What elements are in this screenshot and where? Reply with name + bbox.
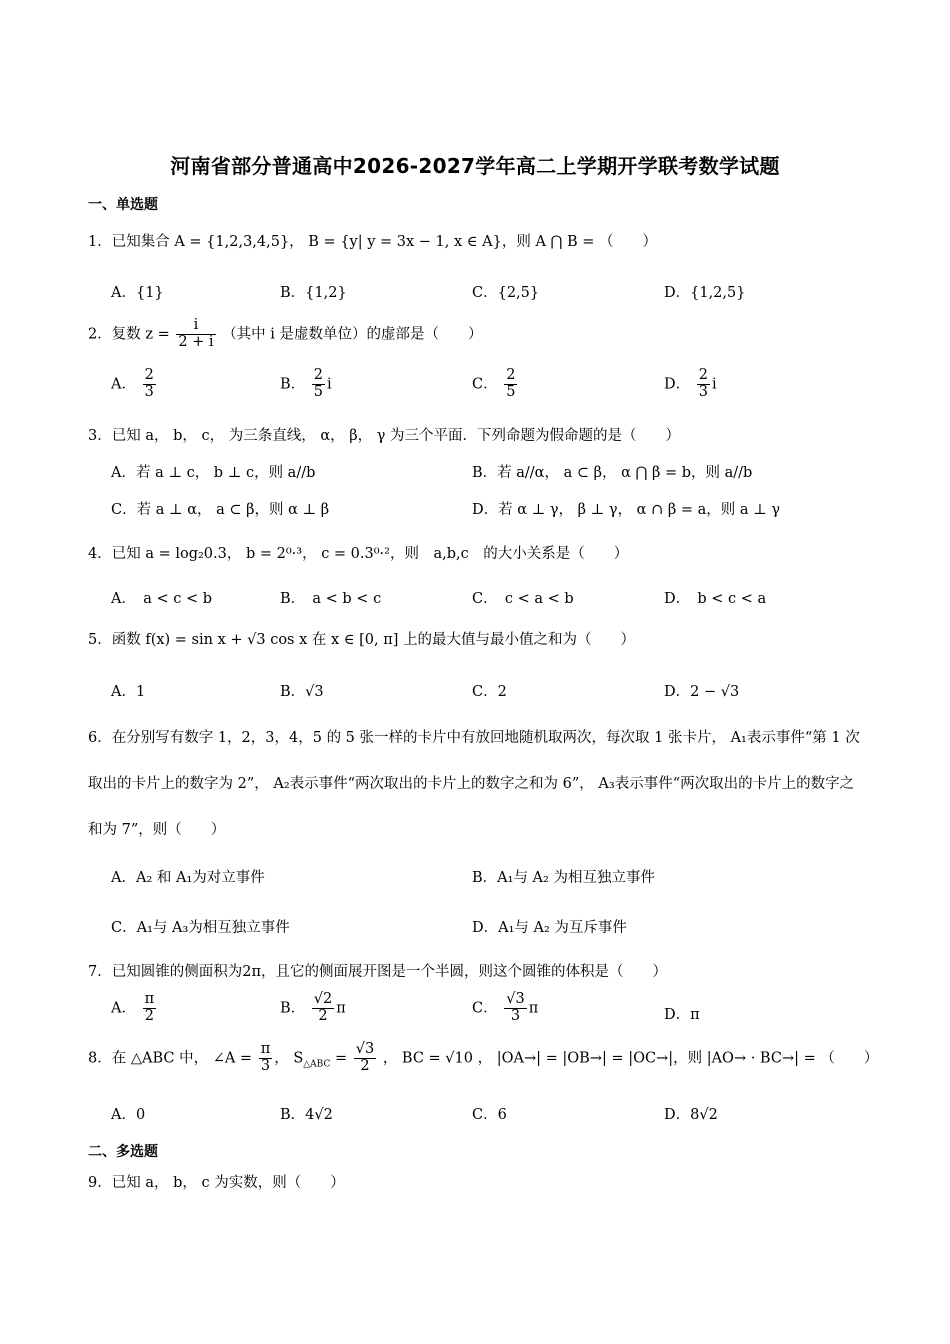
q7-a-fraction [143,992,157,1025]
q8-suffix: ， BC = √10 ， |OA→| = |OB→| = |OC→|，则 |AO→ · BC→| = （ ） [382,1050,879,1067]
q4-option-d: D． b < c < a [664,591,767,607]
q8-option-d: D．8√2 [664,1107,718,1123]
question-6: 6．在分别写有数字 1，2，3，4，5 的 5 张一样的卡片中有放回地随机取两次，每次取 1 张卡片， A₁表示事件“第 1 次取出的卡片上的数字为 2”， A₂表示事件“两次取出的卡片上的数字之和为 6”， A₃表示事件“两次取出的卡片上的数字之和为 7”，则（ ） [88,730,860,838]
q8-mid: ， S [274,1050,304,1067]
q8-option-b: B．4√2 [280,1107,333,1123]
q7-b-suffix: π [336,1000,346,1017]
q2-a-fraction [143,368,156,401]
q5-option-a: A．1 [111,684,146,700]
q3-option-d: D．若 α ⊥ γ， β ⊥ γ， α ∩ β = a，则 a ⊥ γ [472,502,780,518]
q2-b-label: B． [280,376,306,393]
q5-option-b: B．√3 [280,684,324,700]
question-2 [88,318,483,351]
q7-c-suffix: π [528,1000,539,1017]
q7-option-b [280,992,346,1025]
question-1: 1．已知集合 A = {1,2,3,4,5}， B = {y| y = 3x − 1, x ∈ A}，则 A ⋂ B = （ ） [88,234,658,250]
q2-a-den: 3 [144,383,154,400]
question-5: 5．函数 f(x) = sin x + √3 cos x 在 x ∈ [0, π] 上的最大值与最小值之和为（ ） [88,632,636,648]
q6-option-b: B．A₁与 A₂ 为相互独立事件 [472,870,655,886]
q7-b-den: 2 [318,1007,328,1024]
page-title: 河南省部分普通高中2026-2027学年高二上学期开学联考数学试题 [170,154,780,178]
q8-area-den: 2 [360,1057,370,1074]
question-3: 3．已知 a， b， c， 为三条直线， α， β， γ 为三个平面．下列命题为假命题的是（ ） [88,428,680,444]
q2-a-num: 2 [144,367,154,383]
q8-area-fraction [354,1042,376,1075]
question-7: 7．已知圆锥的侧面积为2π，且它的侧面展开图是一个半圆，则这个圆锥的体积是（ ） [88,964,667,980]
q7-b-num: √2 [313,991,333,1007]
question-4: 4．已知 a = log₂0.3， b = 2⁰·³， c = 0.3⁰·²，则 a,b,c 的大小关系是（ ） [88,546,629,562]
q2-fraction [176,318,215,351]
section-multi-choice: 二、多选题 [88,1144,158,1160]
q8-option-c: C．6 [472,1107,507,1123]
q3-option-c: C．若 a ⊥ α， a ⊂ β，则 α ⊥ β [111,502,330,518]
q2-option-d [664,368,717,401]
q7-option-d: D．π [664,1007,700,1023]
q3-option-a: A．若 a ⊥ c， b ⊥ c，则 a//b [111,465,316,481]
q5-option-c: C．2 [472,684,507,700]
q2-c-num: 2 [506,367,516,383]
q7-a-num: π [144,991,155,1007]
q7-a-label: A． [111,1000,136,1017]
q8-subscript: △ABC [303,1059,331,1070]
q2-c-den: 5 [506,383,516,400]
q2-b-den: 5 [313,383,323,400]
question-9: 9．已知 a， b， c 为实数，则（ ） [88,1175,345,1191]
q8-option-a: A．0 [111,1107,146,1123]
q2-d-num: 2 [698,367,708,383]
q5-option-d: D．2 − √3 [664,684,740,700]
q2-suffix: （其中 i 是虚数单位）的虚部是（ ） [222,326,483,343]
q6-option-c: C．A₁与 A₃为相互独立事件 [111,920,290,936]
q8-angle-fraction [259,1042,273,1075]
q2-numerator: i [176,318,215,335]
q7-b-label: B． [280,1000,306,1017]
q1-option-b: B．{1,2} [280,285,347,301]
q7-option-c [472,992,538,1025]
q1-option-a: A．{1} [111,285,164,301]
q2-b-fraction [312,368,325,401]
q2-d-suffix: i [711,376,717,393]
q3-option-b: B．若 a//α， a ⊂ β， α ⋂ β = b，则 a//b [472,465,753,481]
q2-c-fraction [504,368,517,401]
q8-prefix: 8．在 △ABC 中， ∠A = [88,1050,253,1067]
q7-c-fraction [504,992,526,1025]
q2-b-num: 2 [313,367,323,383]
q2-prefix: 2．复数 z = [88,326,170,343]
q1-option-d: D．{1,2,5} [664,285,746,301]
q4-option-a: A． a < c < b [111,591,213,607]
q6-option-d: D．A₁与 A₂ 为互斥事件 [472,920,627,936]
q7-c-label: C． [472,1000,498,1017]
q7-c-den: 3 [510,1007,521,1024]
q6-option-a: A．A₂ 和 A₁为对立事件 [111,870,265,886]
q7-option-a [111,992,158,1025]
q2-a-label: A． [111,376,136,393]
q1-option-c: C．{2,5} [472,285,540,301]
section-single-choice: 一、单选题 [88,197,158,213]
q8-angle-den: 3 [260,1057,271,1074]
q2-option-c [472,368,519,401]
q2-d-den: 3 [698,383,708,400]
q8-angle-num: π [260,1041,271,1057]
q2-denominator: 2 + i [178,333,214,350]
q4-option-b: B． a < b < c [280,591,382,607]
q2-b-suffix: i [327,376,332,393]
q8-equals: = [330,1050,348,1067]
q7-c-num: √3 [506,991,525,1007]
q2-option-b [280,368,332,401]
q7-b-fraction [312,992,334,1025]
q8-area-num: √3 [355,1041,375,1057]
q2-d-fraction [697,368,710,401]
question-8 [88,1042,878,1075]
q7-a-den: 2 [144,1007,154,1024]
q4-option-c: C． c < a < b [472,591,574,607]
q2-c-label: C． [472,376,498,393]
q2-option-a [111,368,158,401]
q2-d-label: D． [664,376,691,393]
